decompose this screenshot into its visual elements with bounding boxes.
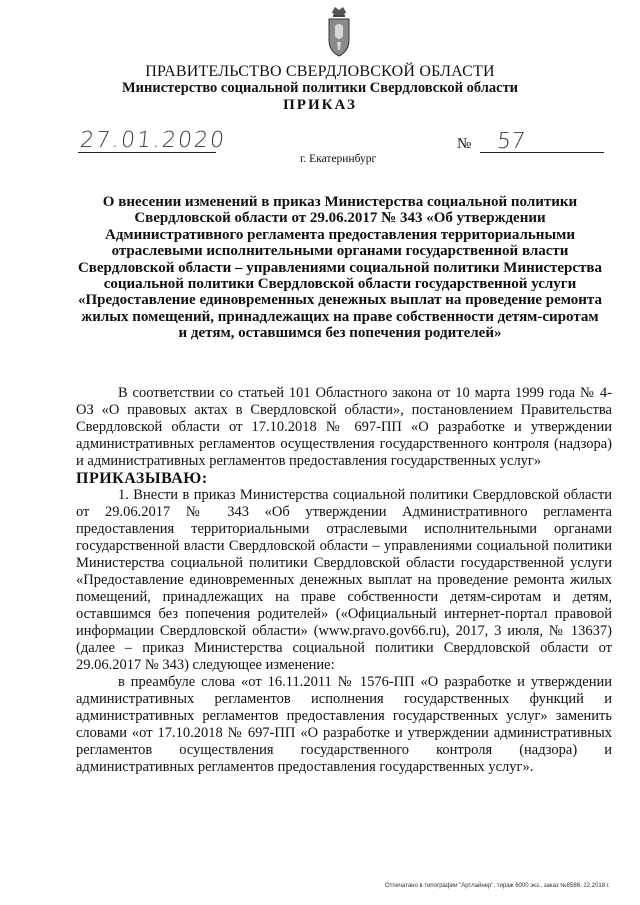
title-line: Административного регламента предоставления территориальными: [104, 226, 576, 243]
coat-of-arms-icon: [324, 6, 354, 58]
document-type: ПРИКАЗ: [283, 97, 357, 113]
number-underline: [480, 152, 604, 153]
order-body: [76, 385, 612, 776]
number-sign: №: [457, 136, 472, 152]
order-keyword: ПРИКАЗЫВАЮ:: [76, 470, 208, 487]
item-1-detail-paragraph: в преамбуле слова «от 16.11.2011 № 1576-ПП «О разработке и утверждении административных регламентов исполнения государственных функций и административных регламентов предоставления государственных услуг» заменить словами «от 17.10.2018 № 697-ПП «О разработке и утверждении административных регламентов осуществления государственного контроля (надзора) и административных регламентов предоставления государственных услуг».: [76, 674, 612, 775]
title-line: Свердловской области – управлениями социальной политики Министерства: [77, 259, 603, 276]
order-date: 27.01.2020: [78, 128, 228, 153]
ministry-name: Министерство социальной политики Свердловской области: [121, 80, 519, 96]
date-underline: [78, 152, 216, 153]
title-line: и детям, оставшимся без попечения родителей»: [178, 325, 502, 342]
intro-paragraph: В соответствии со статьей 101 Областного закона от 10 марта 1999 года № 4-ОЗ «О правовых актах в Свердловской области», постановлением Правительства Свердловской области от 17.10.2018 № 697-ПП «О разработке и утверждении административных регламентов осуществления государственного контроля (надзора) и административных регламентов предоставления государственных услуг»: [76, 385, 612, 469]
title-line: «Предоставление единовременных денежных выплат на проведение ремонта: [78, 292, 602, 309]
printer-footer: Отпечатано в типографии "Артлайнер", тираж 6000 экз., заказ №8586. 12.2018 г.: [385, 883, 610, 889]
title-line: Свердловской области от 29.06.2017 № 343 «Об утверждении: [134, 210, 546, 227]
order-number: 57: [495, 129, 527, 154]
city-label: г. Екатеринбург: [300, 153, 377, 165]
title-line: О внесении изменений в приказ Министерства социальной политики: [102, 194, 578, 210]
title-line: жилых помещений, принадлежащих на праве собственности детям-сиротам: [81, 308, 599, 325]
item-1-paragraph: 1. Внести в приказ Министерства социальной политики Свердловской области от 29.06.2017 № 343 «Об утверждении Административного регламента предоставления территориальными отраслевыми исполнительными органами государственной власти Свердловской области – управлениями социальной политики Министерства социальной политики Свердловской области государственной услуги «Предоставление единовременных денежных выплат на проведение ремонта жилых помещений, принадлежащих на праве собственности детям-сиротам и детям, оставшимся без попечения родителей» («Официальный интернет-портал правовой информации Свердловской области» (www.pravo.gov66.ru), 2017, 3 июля, № 13637) (далее – приказ Министерства социальной политики Свердловской области от 29.06.2017 № 343) следующее изменение:: [76, 487, 612, 673]
title-line: отраслевыми исполнительными органами государственной власти: [111, 243, 569, 260]
order-title: [60, 194, 620, 342]
government-name: ПРАВИТЕЛЬСТВО СВЕРДЛОВСКОЙ ОБЛАСТИ: [145, 63, 495, 80]
title-line: социальной политики Свердловской области государственной услуги: [103, 276, 577, 293]
